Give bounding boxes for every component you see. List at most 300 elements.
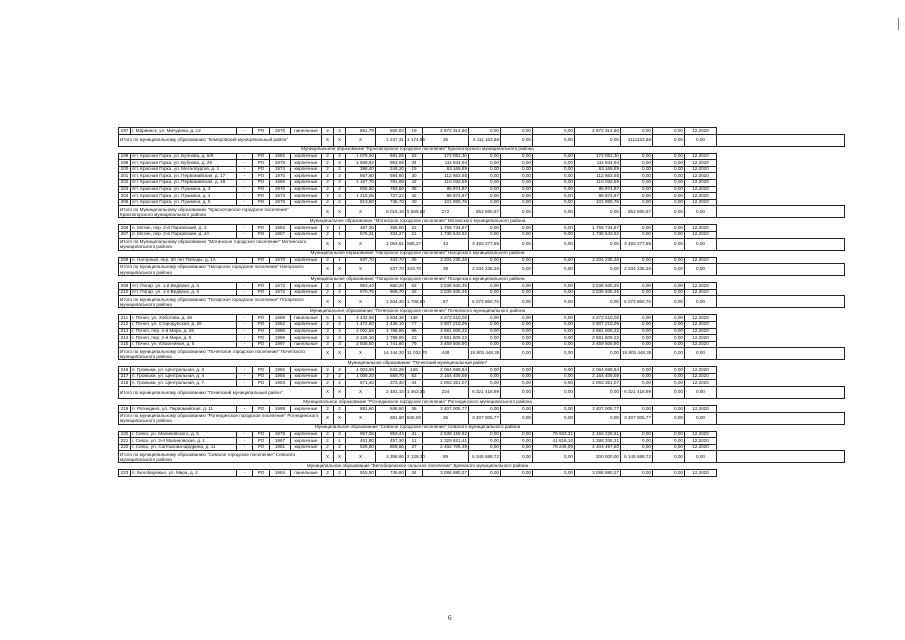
table-cell: 1953: [270, 380, 291, 387]
table-cell: -: [237, 341, 253, 348]
table-cell: 1 788,80: [376, 335, 406, 342]
table-cell: 34: [406, 470, 423, 477]
table-cell: РО: [253, 321, 270, 328]
subtotal-cell: 1 788,90: [406, 296, 423, 308]
table-row: [119, 257, 845, 264]
table-cell: 1989: [270, 406, 291, 413]
table-cell: панельные: [291, 315, 322, 322]
table-cell: 0,00: [653, 193, 685, 200]
table-cell: 0,00: [501, 470, 533, 477]
subtotal-row: [119, 451, 845, 463]
table-cell: кирпичные: [291, 373, 322, 380]
table-cell: 0,00: [653, 444, 685, 451]
table-cell: 0,00: [653, 289, 685, 296]
subtotal-cell: Х: [334, 238, 346, 250]
subtotal-cell: 846,50: [406, 412, 423, 424]
subtotal-row: [119, 296, 845, 308]
table-cell: РО: [253, 166, 270, 173]
table-cell: 0,00: [501, 289, 533, 296]
table-cell: 880,20: [376, 283, 406, 290]
table-cell: 1997: [270, 341, 291, 348]
table-cell: 0,00: [469, 289, 501, 296]
table-cell: панельные: [291, 470, 322, 477]
table-cell: 1988: [270, 315, 291, 322]
table-cell: 12.2020: [685, 179, 717, 186]
table-cell: 214: [119, 335, 131, 342]
table-cell: 1: [334, 231, 346, 238]
table-cell: 2: [334, 321, 346, 328]
table-cell: 3: [334, 128, 346, 135]
table-cell: 1973: [270, 193, 291, 200]
subtotal-cell: 0,00: [685, 348, 717, 360]
table-cell: РО: [253, 283, 270, 290]
subtotal-cell: [717, 206, 845, 218]
table-cell: 457,30: [376, 438, 406, 445]
table-cell: 3 036 930,35: [423, 283, 469, 290]
section-title: Муниципальное образование "Почепский муниципальный район": [119, 360, 717, 367]
table-row: [119, 231, 845, 238]
table-cell: 0,00: [501, 160, 533, 167]
subtotal-cell: Х: [322, 451, 334, 463]
table-cell: 813,50: [346, 199, 376, 206]
table-cell: 0,00: [469, 373, 501, 380]
table-cell: 210: [119, 289, 131, 296]
table-cell: РО: [253, 367, 270, 374]
table-cell: 1967: [270, 438, 291, 445]
subtotal-cell: [717, 296, 845, 308]
table-cell: 1978: [270, 431, 291, 438]
subtotal-cell: 6 073 860,70: [621, 296, 653, 308]
table-cell: -: [237, 406, 253, 413]
table-cell: 781,89: [376, 179, 406, 186]
table-cell: 0,00: [621, 321, 653, 328]
table-cell: 0,00: [621, 438, 653, 445]
subtotal-cell: 0,00: [653, 206, 685, 218]
table-cell: 12.2020: [685, 283, 717, 290]
subtotal-label: Итого по муниципальному образованию "Почепский муниципальный район": [119, 387, 322, 399]
section-header-row: [119, 360, 845, 367]
table-cell: 2 164 409,08: [423, 373, 469, 380]
table-cell: 0,00: [501, 335, 533, 342]
subtotal-cell: Х: [346, 451, 376, 463]
table-cell: 209: [119, 283, 131, 290]
table-cell: РО: [253, 341, 270, 348]
table-cell: 0,00: [621, 431, 653, 438]
table-cell: 0,00: [533, 335, 575, 342]
subtotal-cell: [717, 387, 845, 399]
subtotal-cell: Х: [346, 238, 376, 250]
table-cell: 1 472,60: [346, 321, 376, 328]
table-cell: 285,00: [376, 225, 406, 232]
table-cell: 220: [119, 431, 131, 438]
table-cell: 1: [334, 438, 346, 445]
table-cell: 2 126,10: [346, 335, 376, 342]
address-cell: пгт. Красная Горка, ул. Пушкина, д. 3: [131, 186, 237, 193]
table-row: [119, 193, 845, 200]
table-cell: 3 581 609,22: [423, 335, 469, 342]
table-cell: 346,20: [376, 166, 406, 173]
table-cell: 1 741,60: [376, 341, 406, 348]
table-cell: 0,00: [533, 199, 575, 206]
table-cell: 0,00: [621, 166, 653, 173]
table-cell: 0,00: [469, 438, 501, 445]
table-cell: 2: [322, 438, 334, 445]
table-cell: 0,00: [501, 225, 533, 232]
table-cell: 0,00: [653, 128, 685, 135]
table-cell: 110 032,59: [575, 179, 621, 186]
table-cell: -: [237, 128, 253, 135]
table-cell: -: [237, 431, 253, 438]
table-cell: 745,70: [376, 199, 406, 206]
table-cell: кирпичные: [291, 193, 322, 200]
table-cell: 12.2020: [685, 335, 717, 342]
table-cell: 0,00: [533, 225, 575, 232]
table-cell: 0,00: [653, 179, 685, 186]
table-cell: 3 086 880,37: [423, 470, 469, 477]
table-cell: 1 003,55: [346, 367, 376, 374]
table-cell: РО: [253, 173, 270, 180]
table-cell: 2: [334, 166, 346, 173]
table-cell: 856,60: [346, 186, 376, 193]
subtotal-cell: [717, 451, 845, 463]
subtotal-cell: 0,00: [533, 451, 575, 463]
table-cell: 2 334 236,36: [575, 257, 621, 264]
subtotal-cell: 0,00: [685, 264, 717, 276]
address-cell: г. Севск, ул. Салтыкова-Щедрина, д. 11: [131, 444, 237, 451]
subtotal-cell: 0,00: [533, 264, 575, 276]
table-cell: 219: [119, 406, 131, 413]
table-cell: 112 862,65: [575, 173, 621, 180]
table-cell: 0,00: [621, 231, 653, 238]
table-cell: -: [237, 328, 253, 335]
table-cell: 95 874,87: [575, 186, 621, 193]
table-cell: 42: [406, 179, 423, 186]
table-cell: 3: [334, 160, 346, 167]
subtotal-cell: 6 073 860,70: [469, 296, 501, 308]
table-cell: 1: [334, 257, 346, 264]
table-cell: 207: [119, 231, 131, 238]
table-cell: 2: [322, 444, 334, 451]
table-cell: 1975: [270, 160, 291, 167]
table-cell: -: [237, 199, 253, 206]
address-cell: г. Почеп, ул. Юбилейная, д. 5: [131, 341, 237, 348]
table-cell: 52: [406, 373, 423, 380]
subtotal-cell: 0,00: [653, 412, 685, 424]
table-cell: 1 736 542,62: [423, 231, 469, 238]
table-cell: 608,84: [376, 128, 406, 135]
subtotal-cell: 39: [423, 264, 469, 276]
subtotal-cell: 1 174,96: [406, 134, 423, 146]
table-cell: 0,00: [501, 199, 533, 206]
table-cell: 2 334 236,36: [423, 257, 469, 264]
table-cell: 763,60: [376, 186, 406, 193]
section-header-row: [119, 424, 845, 431]
table-cell: 0,00: [469, 444, 501, 451]
subtotal-cell: 0,00: [685, 206, 717, 218]
table-cell: 1 736 542,62: [575, 231, 621, 238]
table-cell: 86 874,87: [423, 193, 469, 200]
table-cell: 0,00: [653, 438, 685, 445]
table-cell: 0,00: [621, 179, 653, 186]
table-cell: кирпичные: [291, 199, 322, 206]
table-cell: 1 788,86: [376, 328, 406, 335]
subtotal-cell: Х: [322, 296, 334, 308]
table-cell: РО: [253, 328, 270, 335]
table-cell: 963,55: [376, 160, 406, 167]
subtotal-cell: Х: [346, 296, 376, 308]
table-cell: 206: [119, 225, 131, 232]
table-cell: РО: [253, 444, 270, 451]
table-cell: 0,00: [653, 186, 685, 193]
table-cell: 1 329 621,41: [423, 438, 469, 445]
table-row: [119, 166, 845, 173]
table-cell: 0,00: [653, 373, 685, 380]
table-row: [119, 186, 845, 193]
table-cell: 0,00: [653, 225, 685, 232]
table-row: [119, 367, 845, 374]
subtotal-label: Итого по муниципальному образованию "Погарское городское поселение" Погарского муниципального района: [119, 296, 322, 308]
table-cell: 0,00: [501, 438, 533, 445]
table-cell: 2 092 351,07: [423, 380, 469, 387]
table-cell: 0,00: [533, 128, 575, 135]
table-cell: 218: [119, 380, 131, 387]
address-cell: пгт. Красная Горка, ул. Металлургов, д. 1: [131, 166, 237, 173]
table-cell: РО: [253, 193, 270, 200]
table-cell: 30: [406, 173, 423, 180]
table-cell: 2 508,50: [346, 341, 376, 348]
subtotal-cell: 4 111 163,68: [469, 134, 501, 146]
table-cell: 0,00: [653, 335, 685, 342]
table-cell: 0,00: [533, 257, 575, 264]
address-cell: г. Почеп, пер. 2-й Мира, д. 8: [131, 335, 237, 342]
subtotal-cell: 6 145 688,72: [621, 451, 653, 463]
table-row: [119, 321, 845, 328]
subtotal-cell: 637,70: [376, 264, 406, 276]
table-cell: -: [237, 321, 253, 328]
table-cell: 0,00: [469, 231, 501, 238]
subtotal-cell: 0,00: [653, 134, 685, 146]
table-cell: РО: [253, 470, 270, 477]
table-cell: кирпичные: [291, 179, 322, 186]
subtotal-cell: 1 934,30: [376, 296, 406, 308]
table-cell: 0,00: [653, 367, 685, 374]
table-cell: 78 249,99: [533, 444, 575, 451]
table-cell: 172 081,30: [423, 153, 469, 160]
subtotal-cell: 0,00: [575, 238, 621, 250]
table-row: [119, 470, 845, 477]
table-cell: 0,00: [653, 315, 685, 322]
table-cell: 1983: [270, 225, 291, 232]
table-row: [119, 315, 845, 322]
table-cell: 0,00: [501, 186, 533, 193]
table-cell: 12.2020: [685, 406, 717, 413]
table-cell: кирпичные: [291, 173, 322, 180]
subtotal-cell: 0,00: [501, 206, 533, 218]
table-cell: 0,00: [501, 173, 533, 180]
subtotal-label: Итого по муниципальному образованию "Почепское городское поселение" Почепского муниципального района: [119, 348, 322, 360]
table-cell: 1955: [270, 153, 291, 160]
table-cell: -: [237, 444, 253, 451]
subtotal-cell: 6 321 418,99: [621, 387, 653, 399]
table-cell: РО: [253, 335, 270, 342]
subtotal-cell: 852 660,87: [621, 206, 653, 218]
housing-register-table: [118, 127, 845, 477]
table-cell: 217: [119, 373, 131, 380]
table-cell: 0,00: [501, 367, 533, 374]
table-cell: 0,00: [621, 153, 653, 160]
table-cell: 594,60: [376, 173, 406, 180]
table-cell: 12.2020: [685, 173, 717, 180]
table-cell: 3: [334, 328, 346, 335]
table-cell: 0,00: [621, 470, 653, 477]
table-cell: 2: [334, 153, 346, 160]
subtotal-cell: 0,00: [653, 387, 685, 399]
address-cell: г. Мариинск, ул. Мичурина, д. 12: [131, 128, 237, 135]
table-cell: 1976: [270, 128, 291, 135]
table-cell: 0,00: [653, 328, 685, 335]
table-cell: 0,00: [469, 153, 501, 160]
table-cell: 749,80: [376, 470, 406, 477]
table-cell: 12.2020: [685, 328, 717, 335]
table-cell: РО: [253, 289, 270, 296]
table-cell: 1964: [270, 470, 291, 477]
table-cell: 0,00: [653, 321, 685, 328]
subtotal-cell: 881,60: [376, 412, 406, 424]
address-cell: п. Громыки, ул. Центральная, д. 4: [131, 373, 237, 380]
subtotal-row: [119, 206, 845, 218]
table-cell: 2 972 314,80: [575, 128, 621, 135]
table-cell: кирпичные: [291, 166, 322, 173]
table-cell: 2: [322, 283, 334, 290]
table-cell: 0,00: [653, 173, 685, 180]
section-title: Муниципальное образование "Белобережское сельское поселение" Брянского муниципального района: [119, 463, 717, 470]
subtotal-cell: 0,00: [501, 387, 533, 399]
table-cell: 37: [406, 444, 423, 451]
subtotal-cell: Х: [346, 264, 376, 276]
table-cell: 0,00: [653, 153, 685, 160]
table-cell: 12.2020: [685, 321, 717, 328]
table-cell: кирпичные: [291, 289, 322, 296]
subtotal-cell: [717, 348, 845, 360]
subtotal-cell: 3 407 005,77: [621, 412, 653, 424]
table-cell: кирпичные: [291, 438, 322, 445]
subtotal-cell: Х: [334, 348, 346, 360]
table-cell: 373,40: [376, 380, 406, 387]
table-cell: 0,00: [533, 153, 575, 160]
subtotal-cell: 0,00: [533, 348, 575, 360]
address-cell: пгт. Красная Горка, ул. Бубнова, д. 26: [131, 160, 237, 167]
table-cell: 0,00: [621, 283, 653, 290]
table-cell: -: [237, 315, 253, 322]
table-cell: 0,00: [501, 373, 533, 380]
subtotal-cell: 343,70: [406, 264, 423, 276]
subtotal-cell: 0,00: [575, 206, 621, 218]
table-cell: РО: [253, 225, 270, 232]
subtotal-cell: 0,00: [575, 134, 621, 146]
table-cell: 3 407 005,77: [575, 406, 621, 413]
table-cell: 2 064 658,84: [575, 367, 621, 374]
table-cell: 42: [406, 193, 423, 200]
subtotal-cell: Х: [334, 296, 346, 308]
table-cell: 12.2020: [685, 225, 717, 232]
table-cell: 5: [322, 315, 334, 322]
table-cell: 12.2020: [685, 315, 717, 322]
subtotal-cell: Х: [346, 348, 376, 360]
table-cell: 3 407 005,77: [423, 406, 469, 413]
table-cell: 0,00: [501, 444, 533, 451]
table-cell: кирпичные: [291, 328, 322, 335]
subtotal-cell: 89: [423, 451, 469, 463]
table-cell: 3 036 930,35: [575, 283, 621, 290]
subtotal-cell: Х: [346, 206, 376, 218]
table-cell: 2 536 159,92: [423, 431, 469, 438]
table-cell: 0,00: [621, 341, 653, 348]
table-cell: 2: [322, 173, 334, 180]
table-cell: -: [237, 289, 253, 296]
table-cell: 0,00: [653, 160, 685, 167]
table-cell: 0,00: [469, 257, 501, 264]
table-cell: 2: [322, 153, 334, 160]
table-row: [119, 283, 845, 290]
table-cell: 1 167,70: [346, 179, 376, 186]
table-cell: 0,00: [533, 367, 575, 374]
table-cell: 12.2020: [685, 199, 717, 206]
table-cell: 808,56: [376, 444, 406, 451]
table-cell: 215: [119, 341, 131, 348]
table-cell: 0,00: [533, 160, 575, 167]
table-cell: 3: [322, 341, 334, 348]
table-cell: 2: [322, 257, 334, 264]
table-cell: 0,00: [501, 153, 533, 160]
subtotal-cell: 0,00: [575, 348, 621, 360]
table-cell: 0,00: [621, 328, 653, 335]
table-cell: 3 907 210,06: [575, 321, 621, 328]
table-cell: -: [237, 225, 253, 232]
table-cell: 2: [322, 160, 334, 167]
table-cell: 2: [334, 186, 346, 193]
subtotal-cell: [717, 412, 845, 424]
subtotal-cell: 11 032,70: [406, 348, 423, 360]
subtotal-label: Итого по Муниципальному образованию "Мотинское городское поселение" Мотинского муниципального района: [119, 238, 322, 250]
table-cell: 19: [406, 128, 423, 135]
table-row: [119, 153, 845, 160]
table-cell: -: [237, 367, 253, 374]
table-cell: 2 404 457,80: [575, 444, 621, 451]
table-cell: 12.2020: [685, 444, 717, 451]
table-cell: 1 288 336,31: [575, 438, 621, 445]
table-cell: 12.2020: [685, 431, 717, 438]
table-cell: 112 862,65: [423, 173, 469, 180]
table-cell: 1987: [270, 231, 291, 238]
table-cell: 221: [119, 438, 131, 445]
table-cell: 2: [334, 444, 346, 451]
table-cell: 398,40: [346, 166, 376, 173]
table-cell: 12.2020: [685, 470, 717, 477]
subtotal-cell: Х: [334, 206, 346, 218]
table-cell: 3: [334, 341, 346, 348]
table-cell: 3 581 609,22: [575, 328, 621, 335]
table-cell: 2: [322, 193, 334, 200]
subtotal-cell: [717, 238, 845, 250]
table-cell: 62: [406, 283, 423, 290]
subtotal-cell: 585,27: [406, 238, 423, 250]
table-cell: 213: [119, 328, 131, 335]
table-cell: 77: [406, 321, 423, 328]
table-cell: 2 002,56: [346, 328, 376, 335]
table-cell: 2: [334, 470, 346, 477]
table-cell: 1976: [270, 199, 291, 206]
table-cell: 5: [334, 315, 346, 322]
